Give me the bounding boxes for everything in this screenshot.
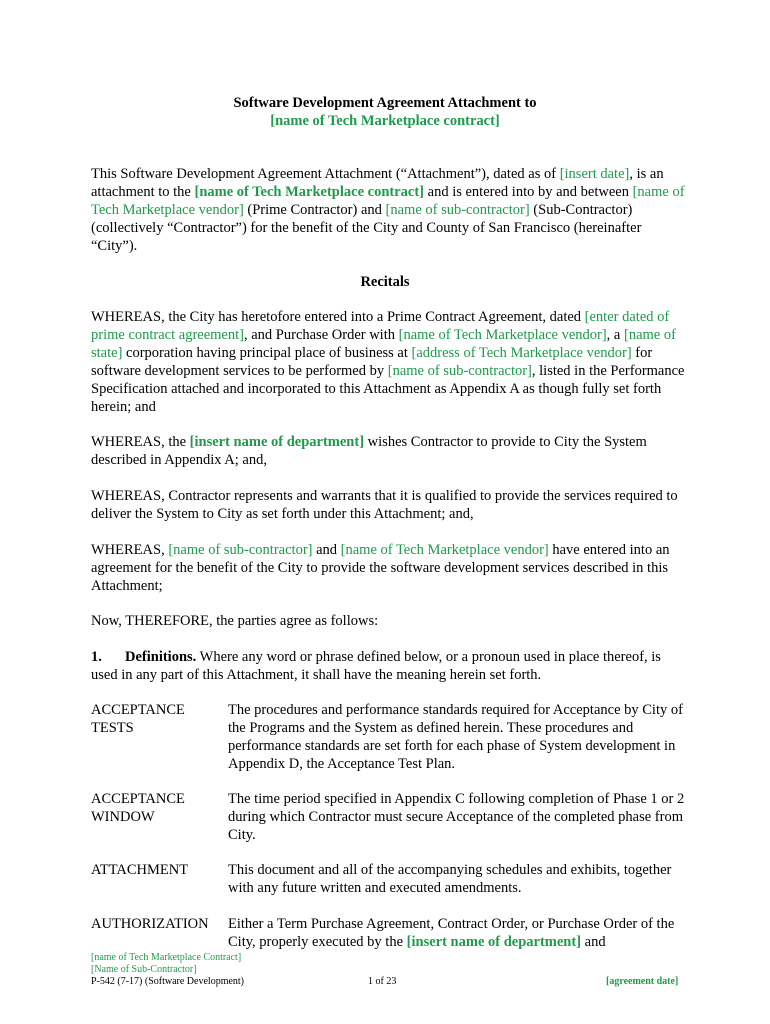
placeholder-subcontractor-name: [name of sub-contractor] [385,202,530,218]
placeholder-vendor-name: [name of Tech Marketplace vendor] [91,184,685,218]
definition-text: The procedures and performance standards required for Acceptance by City of the Programs and the System as defined herein. These procedures and performance standards are set forth for each phase of System development in Appendix D, the Acceptance Test Plan. [228,702,683,772]
whereas-paragraph-3: WHEREAS, Contractor represents and warrants that it is qualified to provide the services required to deliver the System to City as set forth under this Attachment; and, [91,488,678,522]
title-line-2: [name of Tech Marketplace contract] [270,113,500,129]
title-line-1: Software Development Agreement Attachment to [233,95,537,111]
section-title: Definitions. [125,649,197,665]
definition-term: ACCEPTANCE WINDOW [91,791,185,825]
section-1-definitions: 1. Definitions. Where any word or phrase defined below, or a pronoun used in place thereof, is used in any part of this Attachment, it shall have the meaning herein set forth. [91,649,661,683]
now-therefore-paragraph: Now, THEREFORE, the parties agree as follows: [91,613,379,629]
footer-agreement-date: [agreement date] [606,976,679,987]
definition-term: AUTHORIZATION [91,916,209,932]
whereas-paragraph-1: WHEREAS, the City has heretofore entered into a Prime Contract Agreement, dated [enter dated of prime contract agreement], and Purchase Order with [name of Tech Marketplace vendor], a [name of state] corporation having principal place of business at [address of Tech Marketplace vendor] for software development services to be performed by [name of sub-contractor], listed in the Performance Specification attached and incorporated to this Attachment as Appendix A as though fully set forth herein; and [91,309,685,415]
footer-page-number: 1 of 23 [368,976,397,987]
definition-term: ACCEPTANCE TESTS [91,702,185,736]
recitals-heading: Recitals [360,274,410,290]
definition-text: This document and all of the accompanying schedules and exhibits, together with any future written and executed amendments. [228,862,672,896]
placeholder-contract-name: [name of Tech Marketplace contract] [194,184,425,200]
footer-contract-name: [name of Tech Marketplace Contract] [91,952,242,963]
intro-paragraph: This Software Development Agreement Attachment (“Attachment”), dated as of [insert date], is an attachment to the [name of Tech Marketplace contract] and is entered into by and between [name of Tech Marketplace vendor] (Prime Contractor) and [name of sub-contractor] (Sub-Contractor) (collectively “Contractor”) for the benefit of the City and County of San Francisco (hereinafter “City”). [91,166,685,254]
definition-term: ATTACHMENT [91,862,189,878]
section-number: 1. [91,649,102,665]
whereas-paragraph-4: WHEREAS, [name of sub-contractor] and [name of Tech Marketplace vendor] have entered into an agreement for the benefit of the City to provide the software development services described in this Attachment; [91,542,670,594]
placeholder-insert-date: [insert date] [559,166,630,182]
footer-form-number: P-542 (7-17) (Software Development) [91,976,245,987]
whereas-paragraph-2: WHEREAS, the [insert name of department] wishes Contractor to provide to City the System described in Appendix A; and, [91,434,647,468]
definition-text: The time period specified in Appendix C following completion of Phase 1 or 2 during which Contractor must secure Acceptance of the completed phase from City. [228,791,685,843]
definition-text: Either a Term Purchase Agreement, Contract Order, or Purchase Order of the City, properly executed by the [insert name of department] and [228,916,675,950]
footer-subcontractor-name: [Name of Sub-Contractor] [91,964,197,975]
